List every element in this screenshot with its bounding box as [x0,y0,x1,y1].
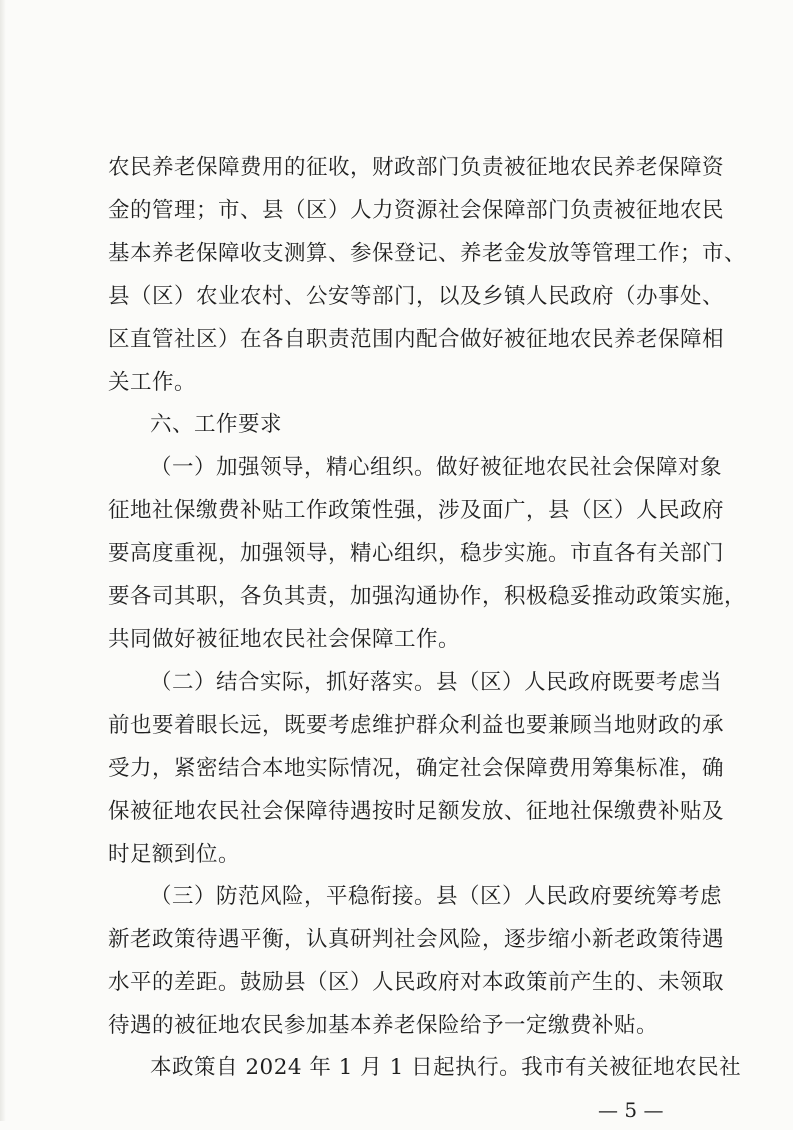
body-line: 时足额到位。 [108,842,241,867]
body-line: 要各司其职，各负其责，加强沟通协作，积极稳妥推动政策实施， [108,584,747,609]
body-line: 关工作。 [108,370,197,395]
body-line: 保被征地农民社会保障待遇按时足额发放、征地社保缴费补贴及 [108,799,725,824]
paragraph-first-line: 本政策自 2024 年 1 月 1 日起执行。我市有关被征地农民社 [150,1055,742,1080]
page-number: — 5 — [598,1098,664,1122]
body-line: 前也要着眼长远，既要考虑维护群众利益也要兼顾当地财政的承 [108,713,725,738]
body-line: 水平的差距。鼓励县（区）人民政府对本政策前产生的、未领取 [108,970,725,995]
body-line: 新老政策待遇平衡，认真研判社会风险，逐步缩小新老政策待遇 [108,927,725,952]
section-heading: 六、工作要求 [150,412,283,437]
body-line: 县（区）农业农村、公安等部门，以及乡镇人民政府（办事处、 [108,284,725,309]
body-line: 要高度重视，加强领导，精心组织，稳步实施。市直各有关部门 [108,541,725,566]
body-line: 基本养老保障收支测算、参保登记、养老金发放等管理工作；市、 [108,241,747,266]
scan-edge [0,0,6,1121]
body-line: 待遇的被征地农民参加基本养老保险给予一定缴费补贴。 [108,1013,659,1038]
body-line: 农民养老保障费用的征收，财政部门负责被征地农民养老保障资 [108,155,725,180]
paragraph-first-line: （三）防范风险，平稳衔接。县（区）人民政府要统筹考虑 [150,884,723,909]
body-line: 征地社保缴费补贴工作政策性强，涉及面广，县（区）人民政府 [108,498,725,523]
body-line: 区直管社区）在各自职责范围内配合做好被征地农民养老保障相 [108,327,725,352]
paragraph-first-line: （一）加强领导，精心组织。做好被征地农民社会保障对象 [150,455,723,480]
body-line: 共同做好被征地农民社会保障工作。 [108,627,461,652]
body-line: 金的管理；市、县（区）人力资源社会保障部门负责被征地农民 [108,198,725,223]
body-line: 受力，紧密结合本地实际情况，确定社会保障费用筹集标准，确 [108,756,725,781]
paragraph-first-line: （二）结合实际，抓好落实。县（区）人民政府既要考虑当 [150,670,723,695]
